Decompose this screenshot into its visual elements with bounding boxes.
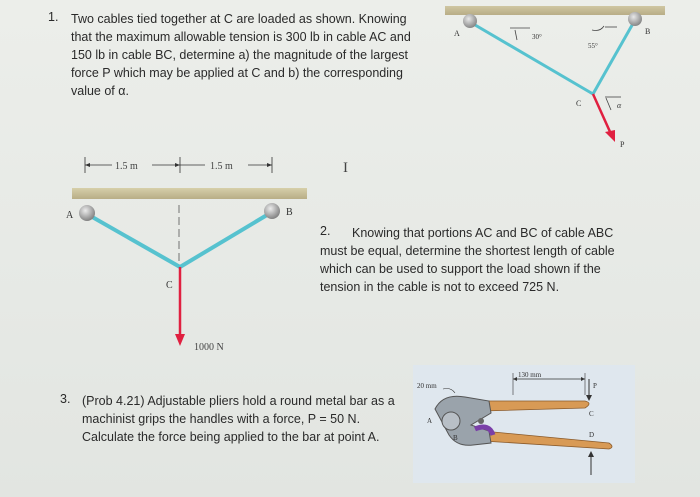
label-b-2: B — [286, 207, 293, 218]
label-p-3: P — [593, 382, 597, 390]
ceiling-2 — [72, 188, 307, 199]
dim-right-label: 1.5 m — [210, 161, 233, 172]
force-p-arrowhead — [605, 130, 615, 142]
label-b-1: B — [645, 27, 651, 36]
dim-jaw-label: 20 mm — [417, 382, 437, 390]
label-c-2: C — [166, 280, 173, 291]
support-a-knob-2 — [79, 205, 95, 221]
label-a-1: A — [454, 29, 460, 38]
label-d-3: D — [589, 431, 595, 439]
label-a-3: A — [427, 417, 433, 425]
load-label: 1000 N — [194, 342, 224, 353]
problem-1-text: Two cables tied together at C are loaded as shown. Knowing that the maximum allowable tension is 300 lb in cable AC and 150 lb in cable BC, determine a) the magnitude of the largest force P which may be applied at C and b) the corresponding value of α. — [71, 12, 411, 98]
problem-1-number: 1. — [48, 10, 59, 24]
support-b-knob-2 — [264, 203, 280, 219]
angle-label-55: 55° — [588, 42, 598, 50]
problem-2-figure — [60, 150, 310, 360]
cable-bc-2 — [180, 212, 272, 267]
label-a-2: A — [66, 210, 74, 221]
angle-label-30: 30° — [532, 33, 542, 41]
dim-left-label: 1.5 m — [115, 161, 138, 172]
metal-bar — [442, 412, 460, 430]
cable-ac-2 — [87, 214, 180, 267]
cable-bc — [593, 20, 635, 94]
text-cursor-icon: I — [343, 160, 348, 176]
problem-1-figure — [445, 2, 670, 152]
load-arrowhead — [175, 334, 185, 346]
dim-handle-label: 130 mm — [518, 371, 542, 379]
force-p-line — [593, 94, 611, 134]
problem-2-number: 2. — [320, 224, 331, 238]
problem-3-number: 3. — [60, 392, 71, 406]
problem-3-text: (Prob 4.21) Adjustable pliers hold a round metal bar as a machinist grips the handles with a force, P = 50 N. Calculate the force being applied to the bar at point A. — [82, 394, 395, 444]
label-alpha: α — [617, 101, 622, 110]
problem-3-figure — [413, 365, 635, 483]
label-b-3: B — [453, 434, 458, 442]
support-b-knob — [628, 12, 642, 26]
label-p-1: P — [620, 140, 625, 149]
label-c-3: C — [589, 410, 594, 418]
support-a-knob — [463, 14, 477, 28]
problem-2-text: Knowing that portions AC and BC of cable ABC must be equal, determine the shortest length of cable which can be used to support the load shown if the tension in the cable is not to exceed 725 N. — [320, 226, 615, 294]
label-c-1: C — [576, 99, 582, 108]
